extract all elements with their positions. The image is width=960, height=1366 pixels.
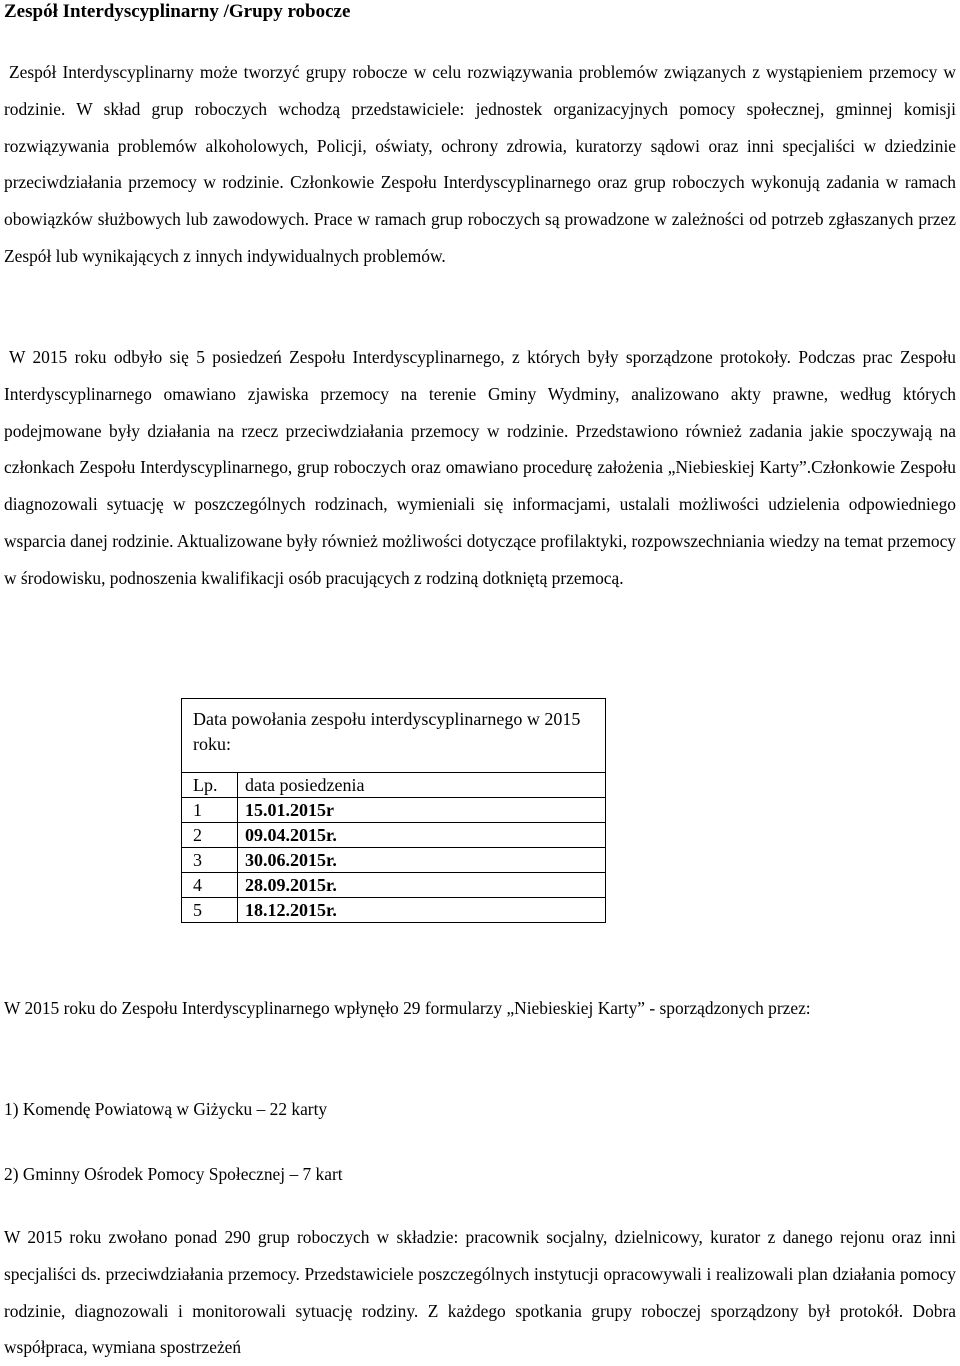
table-row bbox=[182, 848, 606, 873]
paragraph-meetings-2015: W 2015 roku odbyło się 5 posiedzeń Zespołu Interdyscyplinarnego, z których były sporządzone protokoły. Podczas prac Zespołu Interdyscyplinarnego omawiano zjawiska przemocy na terenie Gminy Wydminy, analizowano akty prawne, według których podejmowane były działania na rzecz przeciwdziałania przemocy w rodzinie. Przedstawiono również zadania jakie spoczywają na członkach Zespołu Interdyscyplinarnego, grup roboczych oraz omawiano procedurę założenia „Niebieskiej Karty”.Członkowie Zespołu diagnozowali sytuację w poszczególnych rodzinach, wymieniali się informacjami, ustalali możliwości udzielenia odpowiedniego wsparcia danej rodzinie. Aktualizowane były również możliwości dotyczące profilaktyki, rozpowszechniania wiedzy na temat przemocy w środowisku, podnoszenia kwalifikacji osób pracujących z rodziną dotkniętą przemocą. bbox=[4, 347, 956, 588]
meetings-table bbox=[181, 698, 606, 923]
paragraph-working-groups-2015: W 2015 roku zwołano ponad 290 grup roboczych w składzie: pracownik socjalny, dzielnicowy, kurator z danego rejonu oraz inni specjaliści ds. przeciwdziałania przemocy. Przedstawiciele poszczególnych instytucji opracowywali i realizowali plan działania pomocy rodzinie, diagnozowali i monitorowali sytuację rodziny. Z każdego spotkania grupy roboczej sporządzony był protokół. Dobra współpraca, wymiana spostrzeżeń bbox=[4, 1227, 956, 1358]
list-item-police: 1) Komendę Powiatową w Giżycku – 22 karty bbox=[4, 1099, 328, 1119]
table-caption-row bbox=[182, 699, 606, 773]
table-caption: Data powołania zespołu interdyscyplinarnego w 2015 roku: bbox=[182, 699, 606, 773]
table-row bbox=[182, 873, 606, 898]
row-number: 3 bbox=[182, 848, 238, 873]
column-header-date: data posiedzenia bbox=[238, 773, 606, 798]
paragraph-blue-cards: W 2015 roku do Zespołu Interdyscyplinarnego wpłynęło 29 formularzy „Niebieskiej Karty” - sporządzonych przez: bbox=[4, 998, 811, 1018]
table-header-row bbox=[182, 773, 606, 798]
list-item-social-welfare: 2) Gminny Ośrodek Pomocy Społecznej – 7 kart bbox=[4, 1164, 343, 1184]
row-number: 5 bbox=[182, 898, 238, 923]
meeting-date: 30.06.2015r. bbox=[238, 848, 606, 873]
row-number: 2 bbox=[182, 823, 238, 848]
row-number: 1 bbox=[182, 798, 238, 823]
meeting-date: 15.01.2015r bbox=[238, 798, 606, 823]
row-number: 4 bbox=[182, 873, 238, 898]
table-row bbox=[182, 898, 606, 923]
section-heading: Zespół Interdyscyplinarny /Grupy robocze bbox=[4, 1, 351, 22]
column-header-lp: Lp. bbox=[182, 773, 238, 798]
meeting-date: 28.09.2015r. bbox=[238, 873, 606, 898]
meeting-date: 09.04.2015r. bbox=[238, 823, 606, 848]
table-row bbox=[182, 798, 606, 823]
meeting-date: 18.12.2015r. bbox=[238, 898, 606, 923]
table-row bbox=[182, 823, 606, 848]
paragraph-working-groups: Zespół Interdyscyplinarny może tworzyć grupy robocze w celu rozwiązywania problemów związanych z wystąpieniem przemocy w rodzinie. W skład grup roboczych wchodzą przedstawiciele: jednostek organizacyjnych pomocy społecznej, gminnej komisji rozwiązywania problemów alkoholowych, Policji, oświaty, ochrony zdrowia, kuratorzy sądowi oraz inni specjaliści w dziedzinie przeciwdziałania przemocy w rodzinie. Członkowie Zespołu Interdyscyplinarnego oraz grup roboczych wykonują zadania w ramach obowiązków służbowych lub zawodowych. Prace w ramach grup roboczych są prowadzone w zależności od potrzeb zgłaszanych przez Zespół lub wynikających z innych indywidualnych problemów. bbox=[4, 62, 956, 266]
